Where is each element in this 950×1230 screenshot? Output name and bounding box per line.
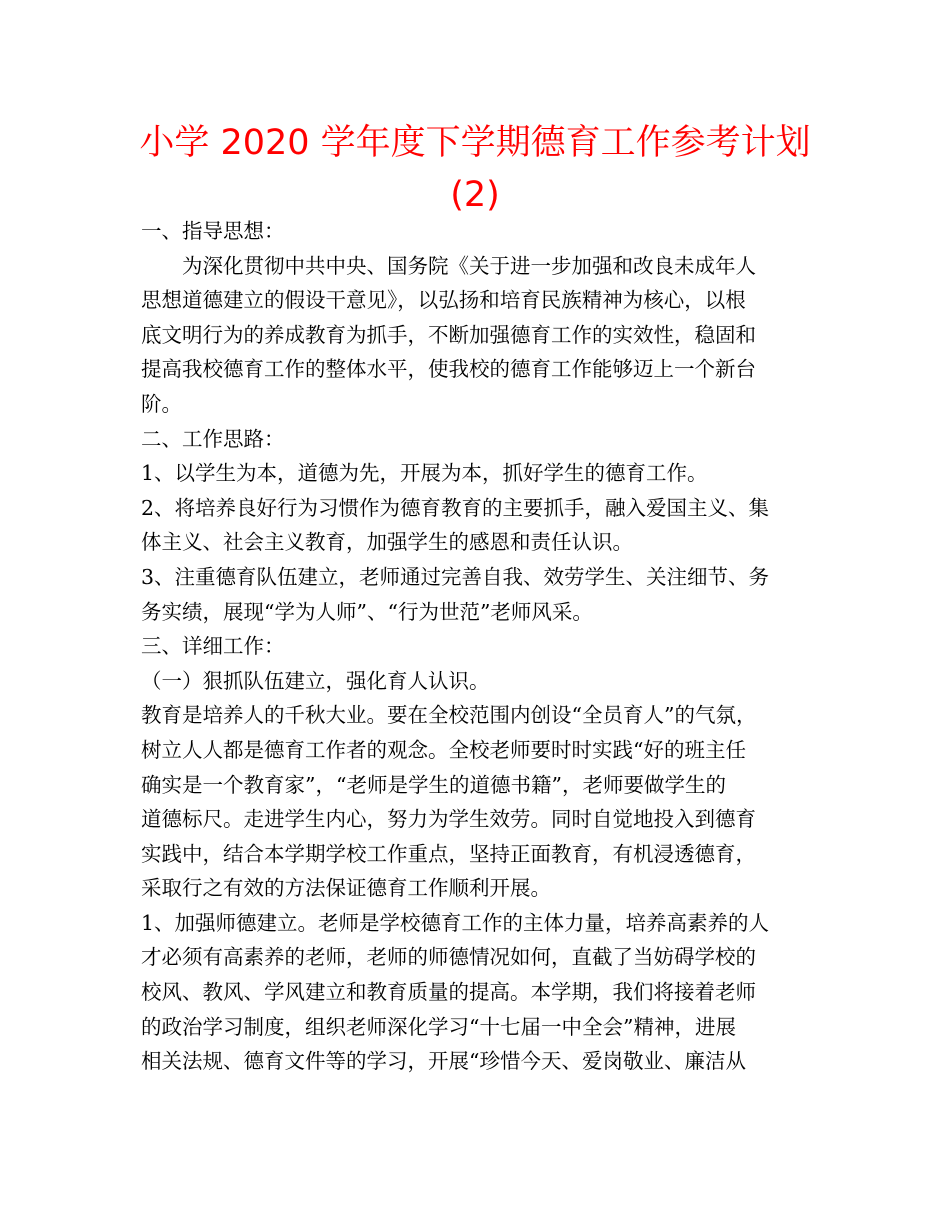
paragraph-line: 底文明行为的养成教育为抓手，不断加强德育工作的实效性，稳固和 (141, 322, 756, 347)
title-line-2: (2) (450, 175, 500, 215)
paragraph-line: 务实绩，展现“学为人师”、“行为世范”老师风采。 (141, 599, 593, 624)
paragraph-line: 阶。 (141, 391, 182, 416)
list-item: 1、加强师德建立。老师是学校德育工作的主体力量，培养高素养的人 (141, 910, 770, 935)
paragraph-line: 实践中，结合本学期学校工作重点，坚持正面教育，有机浸透德育， (141, 841, 756, 866)
paragraph-line: 才必须有高素养的老师，老师的师德情况如何，直截了当妨碍学校的 (141, 945, 756, 970)
section-heading: 三、详细工作： (141, 634, 285, 659)
paragraph-line: 道德标尺。走进学生内心，努力为学生效劳。同时自觉地投入到德育 (141, 807, 756, 832)
paragraph-line: 相关法规、德育文件等的学习，开展“珍惜今天、爱岗敬业、廉洁从 (141, 1049, 746, 1074)
subsection-heading: （一）狠抓队伍建立，强化育人认识。 (141, 668, 490, 693)
paragraph-line: 校风、教风、学风建立和教育质量的提高。本学期，我们将接着老师 (141, 980, 756, 1005)
list-item: 3、注重德育队伍建立，老师通过完善自我、效劳学生、关注细节、务 (141, 564, 770, 589)
paragraph-line: 采取行之有效的方法保证德育工作顺利开展。 (141, 876, 551, 901)
paragraph-line: 树立人人都是德育工作者的观念。全校老师要时时实践“好的班主任 (141, 737, 746, 762)
title-line-1: 小学 2020 学年度下学期德育工作参考计划 (139, 123, 811, 163)
paragraph-line: 教育是培养人的千秋大业。要在全校范围内创设“全员育人”的气氛， (141, 703, 757, 728)
paragraph-line: 提高我校德育工作的整体水平，使我校的德育工作能够迈上一个新台 (141, 357, 756, 382)
document-title (120, 117, 830, 221)
document-body (141, 214, 821, 1079)
paragraph-line: 思想道德建立的假设干意见》，以弘扬和培育民族精神为核心，以根 (141, 288, 746, 313)
section-heading: 一、指导思想： (141, 219, 285, 243)
section-heading: 二、工作思路： (141, 426, 285, 451)
list-item: 1、以学生为本，道德为先，开展为本，抓好学生的德育工作。 (141, 461, 708, 486)
paragraph-line: 为深化贯彻中共中央、国务院《关于进一步加强和改良未成年人 (182, 253, 756, 278)
paragraph-line: 确实是一个教育家”，“老师是学生的道德书籍”，老师要做学生的 (141, 772, 726, 797)
paragraph-line: 体主义、社会主义教育，加强学生的感恩和责任认识。 (141, 530, 633, 555)
paragraph-line: 的政治学习制度，组织老师深化学习“十七届一中全会”精神，进展 (141, 1014, 736, 1039)
list-item: 2、将培养良好行为习惯作为德育教育的主要抓手，融入爱国主义、集 (141, 495, 770, 520)
